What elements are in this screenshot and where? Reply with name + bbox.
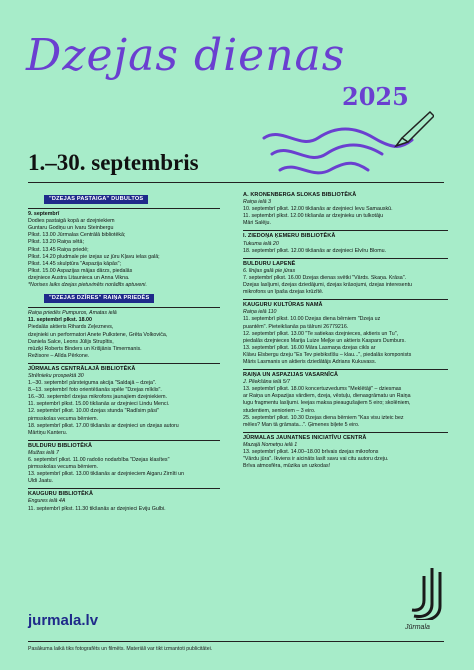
dzires-line: 11. septembrī plkst. 18.00 [28, 317, 92, 324]
event-line: pirmsskolas vecuma bērniem. [28, 415, 99, 422]
dzires-line: Daniela Šalce, Leons Jūlijs Strupītis, [28, 338, 114, 345]
section-address: Muižas ielā 7 [28, 449, 59, 456]
pastaiga-line: Plkst. 13.45 Raiņa priedē; [28, 246, 89, 253]
event-line: 11. septembrī plkst. 15.00 tikšanās ar dzejnieci Lindu Menci. [28, 401, 170, 408]
section-title: JŪRMALAS JAUNATNES INICIATĪVU CENTRĀ [243, 434, 367, 441]
section-title: JŪRMALAS CENTRĀLAJĀ BIBLIOTĒKĀ [28, 365, 136, 372]
pastaiga-line: Plkst. 14.20 pludmale pie izejas uz jūru Kļavu ielas galā; [28, 253, 160, 260]
section-title: RAIŅA UN ASPAZIJAS VASARNĪCĀ [243, 372, 339, 379]
event-line: 13. septembrī plkst. 16.00 Māra Lasmaņa dzejas cikls ar [243, 344, 376, 351]
event-line: 12. septembrī plkst. 13.00 "Te satiekas dzejnieces, aktieris un Tu", [243, 330, 399, 337]
event-line: 12. septembrī plkst. 10.00 dzejas stunda "Radīsim pāsi" [28, 408, 159, 415]
section-jaunatne [243, 432, 448, 470]
right-column [243, 190, 448, 470]
event-line: 18. septembrī plkst. 17.00 tikšanās ar dzejnieci un dzejas autoru [28, 422, 179, 429]
dzires-line: dzejnieki un performatori Anete Pulkstene, Grēta Volkoviča, [28, 331, 168, 338]
section-address: Mazajā Nometņu ielā 1 [243, 441, 298, 448]
dzires-line: Režisore – Alīda Pērkone. [28, 352, 90, 359]
section-kemeru [243, 230, 448, 254]
section-address: Engures ielā 4A [28, 498, 66, 505]
section-centralaja [28, 363, 220, 437]
event-line: 11. septembrī plkst. 11.30 tikšanās ar dzejnieci Eviju Gulbi. [28, 505, 166, 512]
jurmala-logo-icon [410, 566, 446, 620]
year: 2025 [342, 82, 409, 111]
pastaiga-line: 9. septembrī [28, 211, 60, 218]
section-title: BULDURU LAPENĒ [243, 260, 296, 267]
logo-text: Jūrmala [405, 624, 430, 631]
section-title: KAUGURU BIBLIOTĒKĀ [28, 491, 94, 498]
divider [28, 208, 220, 209]
event-line: mēles? Man tā grāmata...". Ģimenes biļete 5 eiro. [243, 421, 360, 428]
section-title: I. ZIEDOŅA ĶEMERU BIBLIOTĒKĀ [243, 233, 336, 240]
event-line: 10. septembrī plkst. 12.00 tikšanās ar dzejnieci Ievu Samauskū. [243, 206, 393, 213]
pastaiga-line: Plkst. 13.00 Jūrmalas Centrālā bibliotēkā; [28, 232, 126, 239]
event-line: Mārtiņu Kanteru. [28, 429, 68, 436]
divider [28, 182, 444, 183]
date-range: 1.–30. septembris [28, 150, 199, 175]
section-vasarnica [243, 369, 448, 429]
event-line: Klāvu Elsbergu dzeju "Es Tev piebikstīšu – klau...", piedalās komponists [243, 351, 412, 358]
event-line: 1.–30. septembrī pārsteiguma akcija "Saldajā – dzeja". [28, 380, 157, 387]
divider [28, 641, 444, 642]
event-line: 11. septembrī plkst. 12.00 tikšanās ar dzejnieku un tulkotāju [243, 213, 384, 220]
event-line: piedalās dzejnieces Marija Luize Meļķe un aktieris Kaspars Dumburs. [243, 337, 406, 344]
section-title: BULDURU BIBLIOTĒKĀ [28, 442, 93, 449]
event-line: Uldi Jaatu. [28, 478, 54, 485]
event-line: "Vārdu jūra". Ikviens ir aicināts lasīt savu vai citu autoru dzeju. [243, 456, 389, 463]
event-line: 13. septembrī plkst. 14.00–18.00 brīvais dzejas mikrofons [243, 449, 379, 455]
pastaiga-note: *Norises laiks dzejas pietuvinēts norādīts aptuveni. [28, 282, 147, 289]
event-line: puantēm". Pieteikšanās pa tālruni 26779216. [243, 323, 349, 330]
section-address: Raiņa ielā 3 [243, 199, 271, 206]
event-line: 11. septembrī plkst. 10.00 Dzejas diena bērniem "Dzeja uz [243, 316, 381, 323]
section-title: A. KRONENBERGA SLOKAS BIBLIOTĒKĀ [243, 192, 357, 198]
banner-dzires: "DZEJAS DZĪRES" RAIŅA PRIEDĒS [44, 294, 154, 303]
pen-wave-icon [262, 108, 434, 182]
page-title: Dzejas dienas [26, 30, 346, 81]
pastaiga-line: Plkst. 14.45 skulptūra "Aspazija kāpās"; [28, 260, 121, 267]
left-column [28, 190, 220, 513]
section-address: Strēlnieku prospektā 30 [28, 372, 84, 379]
event-line: studentiem, senioriem – 3 eiro. [243, 407, 316, 414]
event-line: pirmsskolas vecuma bērniem. [28, 464, 99, 471]
banner-pastaiga: "DZEJAS PASTAIGA" DUBULTOS [44, 195, 148, 204]
event-line: Māri Salēju. [243, 220, 271, 227]
pastaiga-line: Dodies pastaigā kopā ar dzejniekiem [28, 218, 115, 225]
event-line: 13. septembrī plkst. 18.00 koncertuzvedums "Meklētāji" – dziesmas [243, 386, 402, 393]
section-bulduru [28, 440, 220, 486]
event-line: 7. septembrī plkst. 16.00 Dzejas dienas svētki "Vārds. Skaņa. Krāsa". [243, 274, 407, 281]
section-lapene [243, 258, 448, 296]
event-line: 16.–30. septembrī dzejas mikrofons jaunajiem dzejniekiem. [28, 394, 167, 401]
section-kauguru-bib [28, 488, 220, 512]
pastaiga-line: Guntaru Godiņu un Ivaru Šteinbergu [28, 225, 114, 232]
section-address: Tukuma ielā 20 [243, 240, 279, 247]
event-line: lugu fragmentu lasījumi. Ieejas maksa pieaugušajiem 5 eiro; skolēniem, [243, 400, 411, 407]
pastaiga-line: Plkst. 13.20 Raiņa sētā; [28, 239, 84, 246]
event-line: Dzejas lasījumi, dzejas dziedājumi, dzejas krāsojumi, dzejas interesentu [243, 282, 412, 289]
website-link[interactable]: jurmala.lv [28, 612, 99, 629]
event-line: 13. septembrī plkst. 13.00 tikšanās ar dzejnieciem Aigaru Zirnīti un [28, 471, 185, 478]
divider [28, 307, 220, 308]
section-address: J. Pliekšāna ielā 5/7 [243, 379, 291, 386]
event-line: 6. septembrī plkst. 11.00 radošo nodarbība "Dzejas klasītes" [28, 457, 170, 463]
section-address: Raiņa ielā 110 [243, 309, 277, 316]
section-address: 6. līnijas galā pie jūras [243, 267, 296, 274]
dzires-line: mūziķi Roberts Binders un Krišjānis Timermanis. [28, 345, 142, 352]
dzires-line: Piedalās aktieris Rihards Zeļeznevs, [28, 324, 114, 331]
section-kultura [243, 299, 448, 366]
event-line: Brīva atmosfēra, mūzika un uzkodas! [243, 463, 331, 470]
section-title: KAUGURU KULTŪRAS NAMĀ [243, 302, 323, 309]
dzires-address: Raiņa priedēs Pumpuros, Amatas ielā [28, 310, 117, 317]
event-line: ar Raiņa un Aspazijas vārdiem, dzeja, vēstuļu, dienasgrāmatu un Raiņa [243, 393, 411, 400]
event-line: mikrofons un īpaša dzejas krūzītē. [243, 289, 324, 296]
pastaiga-line: dzejniece Austra Litaunieca un Anna Vikna. [28, 274, 130, 281]
event-line: 25. septembrī plkst. 10.30 Dzejas diena bērniem "Kas visu izteic bez [243, 414, 404, 421]
event-line: 8.–13. septembrī foto orientēšanās spēle "Dzejas mīklis". [28, 387, 162, 394]
section-kronenberga [243, 190, 448, 227]
pastaiga-line: Plkst. 15.00 Aspazijas mājas dārzs, piedalās [28, 267, 133, 274]
footnote: Pasākuma laikā tiks fotografēts un filmēts. Materiāli var tikt izmantoti publicitātei. [28, 646, 213, 652]
event-line: 18. septembrī plkst. 12.00 tikšanās ar dzejnieci Elvīru Blomu. [243, 247, 387, 254]
event-line: Māris Lasmanis un aktieris dziedātājs Adrians Kukuvass. [243, 358, 377, 365]
